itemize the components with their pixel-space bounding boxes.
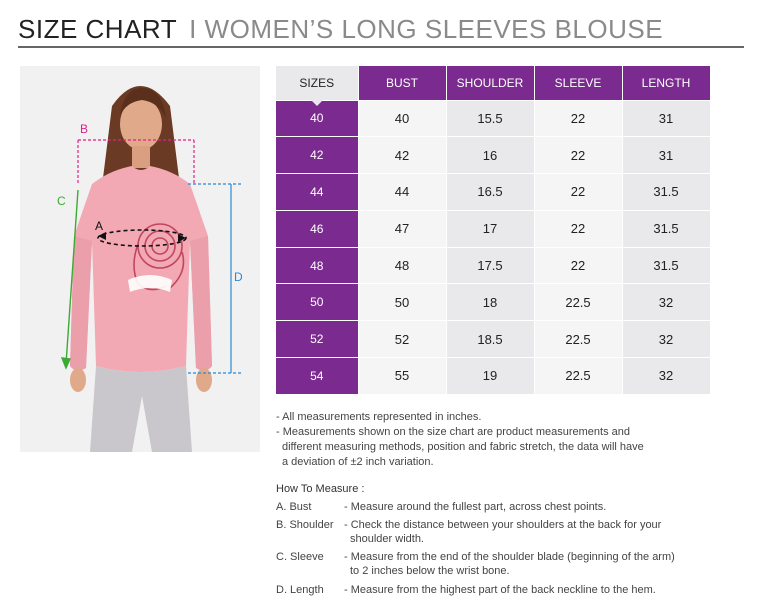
table-row bbox=[276, 321, 710, 358]
measure-desc bbox=[344, 550, 706, 578]
note-line: a deviation of ±2 inch variation. bbox=[282, 456, 434, 468]
note-line: - Measurements shown on the size chart are product measurements and bbox=[276, 426, 631, 438]
model-illustration bbox=[20, 66, 260, 452]
length-cell: 31 bbox=[622, 137, 710, 174]
measure-desc-line: - Check the distance between your shoulders at the back for your bbox=[344, 519, 662, 531]
shoulder-cell: 17.5 bbox=[446, 247, 534, 284]
table-row bbox=[276, 174, 710, 211]
bust-cell: 47 bbox=[358, 210, 446, 247]
page-subtitle: I WOMEN’S LONG SLEEVES BLOUSE bbox=[189, 14, 664, 44]
size-cell: 44 bbox=[276, 174, 358, 211]
measure-label: D. Length bbox=[276, 584, 324, 596]
label-c: C bbox=[57, 194, 66, 208]
shoulder-cell: 18.5 bbox=[446, 321, 534, 358]
measurement-notes bbox=[276, 410, 716, 470]
page-header bbox=[18, 14, 744, 48]
label-d: D bbox=[234, 270, 243, 284]
table-row bbox=[276, 247, 710, 284]
size-chart-table bbox=[276, 66, 711, 395]
model-photo bbox=[20, 66, 260, 452]
header-bust: BUST bbox=[358, 66, 446, 100]
measure-desc-line: - Measure from the highest part of the back neckline to the hem. bbox=[344, 584, 656, 596]
shoulder-cell: 17 bbox=[446, 210, 534, 247]
size-cell: 50 bbox=[276, 284, 358, 321]
note-line: - All measurements represented in inches. bbox=[276, 411, 482, 423]
table-header-row bbox=[276, 66, 710, 100]
header-shoulder: SHOULDER bbox=[446, 66, 534, 100]
length-cell: 32 bbox=[622, 284, 710, 321]
shoulder-cell: 16 bbox=[446, 137, 534, 174]
sleeve-cell: 22 bbox=[534, 137, 622, 174]
sleeve-cell: 22 bbox=[534, 174, 622, 211]
size-cell: 40 bbox=[276, 100, 358, 137]
sleeve-cell: 22 bbox=[534, 247, 622, 284]
size-cell: 54 bbox=[276, 358, 358, 395]
sleeve-cell: 22.5 bbox=[534, 358, 622, 395]
sleeve-cell: 22.5 bbox=[534, 321, 622, 358]
measure-label: C. Sleeve bbox=[276, 551, 324, 563]
measure-desc-line: to 2 inches below the wrist bone. bbox=[350, 565, 510, 577]
sleeve-cell: 22.5 bbox=[534, 284, 622, 321]
bust-cell: 40 bbox=[358, 100, 446, 137]
size-cell: 48 bbox=[276, 247, 358, 284]
length-cell: 31.5 bbox=[622, 247, 710, 284]
length-cell: 31 bbox=[622, 100, 710, 137]
measure-desc bbox=[344, 500, 706, 514]
size-cell: 52 bbox=[276, 321, 358, 358]
bust-cell: 55 bbox=[358, 358, 446, 395]
measure-desc bbox=[344, 518, 706, 546]
bust-cell: 50 bbox=[358, 284, 446, 321]
sleeve-cell: 22 bbox=[534, 210, 622, 247]
length-cell: 31.5 bbox=[622, 174, 710, 211]
shoulder-cell: 18 bbox=[446, 284, 534, 321]
bust-cell: 52 bbox=[358, 321, 446, 358]
header-length: LENGTH bbox=[622, 66, 710, 100]
measure-label: B. Shoulder bbox=[276, 519, 334, 531]
table-row bbox=[276, 358, 710, 395]
how-to-measure-title: How To Measure : bbox=[276, 483, 365, 495]
size-cell: 42 bbox=[276, 137, 358, 174]
header-sizes: SIZES bbox=[276, 66, 358, 100]
table-row bbox=[276, 137, 710, 174]
header-sleeve: SLEEVE bbox=[534, 66, 622, 100]
shoulder-cell: 15.5 bbox=[446, 100, 534, 137]
note-line: different measuring methods, position and fabric stretch, the data will have bbox=[282, 441, 644, 453]
measure-label: A. Bust bbox=[276, 501, 312, 513]
measure-desc-line: shoulder width. bbox=[350, 533, 424, 545]
bust-cell: 42 bbox=[358, 137, 446, 174]
label-b: B bbox=[80, 122, 89, 136]
length-cell: 31.5 bbox=[622, 210, 710, 247]
table-row bbox=[276, 210, 710, 247]
page-title: SIZE CHART bbox=[18, 14, 178, 44]
bust-cell: 44 bbox=[358, 174, 446, 211]
measure-desc-line: - Measure around the fullest part, across chest points. bbox=[344, 501, 607, 513]
table-row bbox=[276, 284, 710, 321]
label-a: A bbox=[95, 219, 104, 233]
shoulder-cell: 16.5 bbox=[446, 174, 534, 211]
size-cell: 46 bbox=[276, 210, 358, 247]
sleeve-cell: 22 bbox=[534, 100, 622, 137]
length-cell: 32 bbox=[622, 321, 710, 358]
measure-desc bbox=[344, 583, 706, 597]
table-row bbox=[276, 100, 710, 137]
bust-cell: 48 bbox=[358, 247, 446, 284]
shoulder-cell: 19 bbox=[446, 358, 534, 395]
measure-desc-line: - Measure from the end of the shoulder blade (beginning of the arm) bbox=[344, 551, 675, 563]
length-cell: 32 bbox=[622, 358, 710, 395]
